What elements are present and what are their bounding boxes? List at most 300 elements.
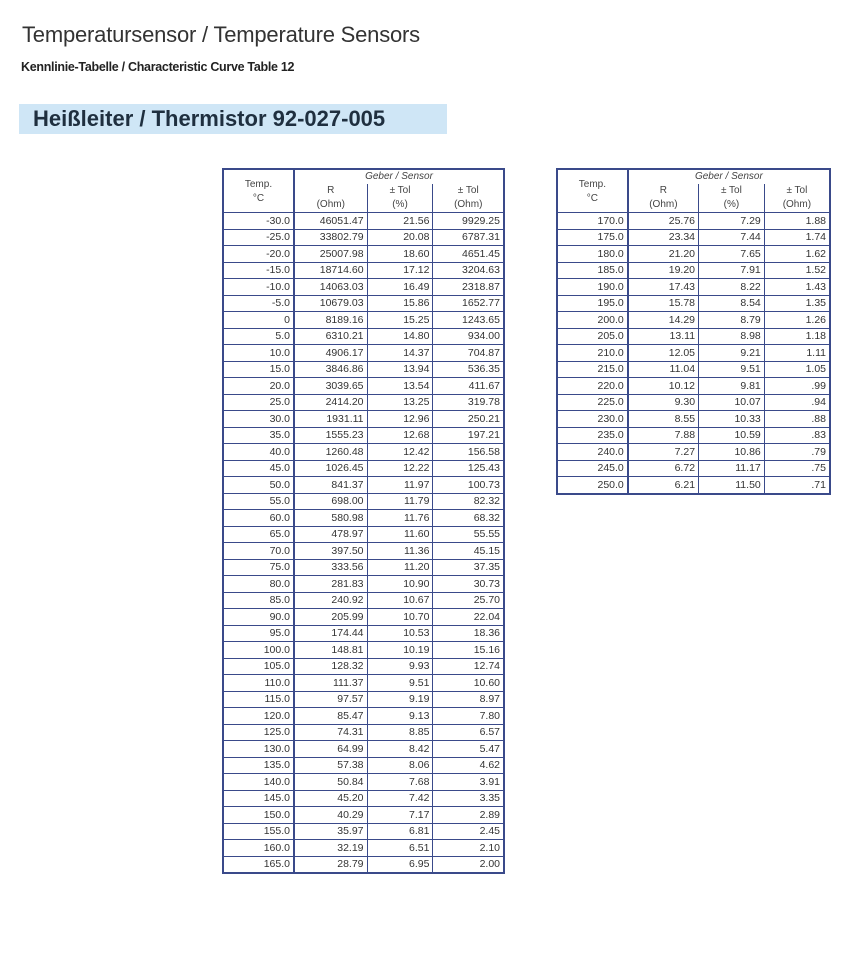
resistance-cell: 46051.47 <box>294 213 367 230</box>
resistance-cell: 397.50 <box>294 543 367 560</box>
tolerance-percent-cell: 11.50 <box>699 477 765 494</box>
tolerance-ohm-cell: .83 <box>764 427 830 444</box>
table-row <box>223 609 504 626</box>
tolerance-ohm-cell: 8.97 <box>433 691 504 708</box>
resistance-cell: 45.20 <box>294 790 367 807</box>
resistance-cell: 478.97 <box>294 526 367 543</box>
resistance-cell: 3846.86 <box>294 361 367 378</box>
table-row <box>223 460 504 477</box>
tolerance-ohm-cell: 934.00 <box>433 328 504 345</box>
page-title: Temperatursensor / Temperature Sensors <box>22 22 420 47</box>
tolerance-percent-cell: 6.81 <box>367 823 433 840</box>
table-row <box>223 856 504 873</box>
temp-cell: 190.0 <box>557 279 628 296</box>
temp-cell: -25.0 <box>223 229 294 246</box>
tolerance-percent-cell: 6.51 <box>367 840 433 857</box>
table-row <box>223 691 504 708</box>
temp-cell: 235.0 <box>557 427 628 444</box>
table-row <box>557 394 830 411</box>
tolerance-percent-cell: 11.20 <box>367 559 433 576</box>
tolerance-percent-cell: 7.29 <box>699 213 765 230</box>
tol-pct-header <box>699 184 765 213</box>
tolerance-ohm-cell: 3204.63 <box>433 262 504 279</box>
temp-cell: 250.0 <box>557 477 628 494</box>
temp-cell: 205.0 <box>557 328 628 345</box>
tolerance-ohm-cell: 1.05 <box>764 361 830 378</box>
tolerance-ohm-cell: 30.73 <box>433 576 504 593</box>
table-row <box>557 279 830 296</box>
resistance-cell: 85.47 <box>294 708 367 725</box>
resistance-cell: 8189.16 <box>294 312 367 329</box>
table-row <box>223 312 504 329</box>
tolerance-ohm-cell: 319.78 <box>433 394 504 411</box>
resistance-cell: 7.27 <box>628 444 699 461</box>
resistance-cell: 281.83 <box>294 576 367 593</box>
resistance-cell: 3039.65 <box>294 378 367 395</box>
tolerance-ohm-cell: .94 <box>764 394 830 411</box>
resistance-cell: 128.32 <box>294 658 367 675</box>
table-row <box>223 658 504 675</box>
table-row <box>223 675 504 692</box>
tolerance-ohm-cell: 2.00 <box>433 856 504 873</box>
temp-cell: 50.0 <box>223 477 294 494</box>
tolerance-percent-cell: 13.54 <box>367 378 433 395</box>
table-row <box>223 394 504 411</box>
table-row <box>557 246 830 263</box>
temp-cell: -10.0 <box>223 279 294 296</box>
tolerance-percent-cell: 10.90 <box>367 576 433 593</box>
tolerance-ohm-cell: 2.45 <box>433 823 504 840</box>
tolerance-percent-cell: 11.17 <box>699 460 765 477</box>
tolerance-percent-cell: 8.79 <box>699 312 765 329</box>
temp-cell: 40.0 <box>223 444 294 461</box>
tolerance-ohm-cell: .75 <box>764 460 830 477</box>
tol-pct-header-unit: (%) <box>723 199 740 210</box>
temp-cell: 95.0 <box>223 625 294 642</box>
table-row <box>223 592 504 609</box>
resistance-cell: 111.37 <box>294 675 367 692</box>
tolerance-percent-cell: 10.33 <box>699 411 765 428</box>
tolerance-percent-cell: 7.68 <box>367 774 433 791</box>
tol-pct-header <box>367 184 433 213</box>
tolerance-ohm-cell: 10.60 <box>433 675 504 692</box>
table-row <box>223 790 504 807</box>
table-row <box>223 576 504 593</box>
table-row <box>223 262 504 279</box>
tolerance-ohm-cell: 1.62 <box>764 246 830 263</box>
tol-ohm-header <box>764 184 830 213</box>
resistance-cell: 10.12 <box>628 378 699 395</box>
temp-cell: 35.0 <box>223 427 294 444</box>
tolerance-percent-cell: 20.08 <box>367 229 433 246</box>
table-row <box>223 345 504 362</box>
table-row <box>223 724 504 741</box>
tolerance-ohm-cell: 704.87 <box>433 345 504 362</box>
tolerance-percent-cell: 7.65 <box>699 246 765 263</box>
table-row <box>557 229 830 246</box>
temp-header-unit: °C <box>586 193 598 204</box>
tolerance-percent-cell: 10.07 <box>699 394 765 411</box>
table-row <box>557 427 830 444</box>
left-table-body <box>223 213 504 874</box>
resistance-cell: 15.78 <box>628 295 699 312</box>
table-row <box>557 345 830 362</box>
tolerance-percent-cell: 9.51 <box>367 675 433 692</box>
temp-cell: 85.0 <box>223 592 294 609</box>
temp-cell: 175.0 <box>557 229 628 246</box>
tol-pct-header-unit: (%) <box>392 199 408 210</box>
tolerance-percent-cell: 12.68 <box>367 427 433 444</box>
temp-cell: 65.0 <box>223 526 294 543</box>
sensor-group-header: Geber / Sensor <box>294 169 504 184</box>
tolerance-ohm-cell: 1.18 <box>764 328 830 345</box>
tolerance-percent-cell: 9.13 <box>367 708 433 725</box>
temp-cell: 45.0 <box>223 460 294 477</box>
tolerance-percent-cell: 10.86 <box>699 444 765 461</box>
tolerance-percent-cell: 9.81 <box>699 378 765 395</box>
temp-cell: -5.0 <box>223 295 294 312</box>
resistance-cell: 6.72 <box>628 460 699 477</box>
tolerance-ohm-cell: 6.57 <box>433 724 504 741</box>
tolerance-ohm-cell: 15.16 <box>433 642 504 659</box>
product-name: Heißleiter / Thermistor 92-027-005 <box>33 106 386 131</box>
temp-cell: 75.0 <box>223 559 294 576</box>
tolerance-percent-cell: 17.12 <box>367 262 433 279</box>
temp-cell: 100.0 <box>223 642 294 659</box>
r-header-unit: (Ohm) <box>316 199 345 210</box>
temp-cell: 230.0 <box>557 411 628 428</box>
tolerance-ohm-cell: 3.91 <box>433 774 504 791</box>
temp-cell: 55.0 <box>223 493 294 510</box>
temp-header-label: Temp. <box>578 179 606 190</box>
tolerance-ohm-cell: 250.21 <box>433 411 504 428</box>
tolerance-percent-cell: 6.95 <box>367 856 433 873</box>
tolerance-percent-cell: 8.98 <box>699 328 765 345</box>
resistance-cell: 12.05 <box>628 345 699 362</box>
resistance-cell: 174.44 <box>294 625 367 642</box>
temp-cell: 80.0 <box>223 576 294 593</box>
temp-cell: 10.0 <box>223 345 294 362</box>
table-row <box>557 312 830 329</box>
table-row <box>557 295 830 312</box>
table-row <box>223 741 504 758</box>
resistance-cell: 6310.21 <box>294 328 367 345</box>
table-row <box>223 213 504 230</box>
temp-cell: 15.0 <box>223 361 294 378</box>
table-row <box>557 477 830 494</box>
resistance-cell: 333.56 <box>294 559 367 576</box>
table-row <box>223 543 504 560</box>
temp-cell: 25.0 <box>223 394 294 411</box>
temp-cell: 185.0 <box>557 262 628 279</box>
table-row <box>557 213 830 230</box>
resistance-cell: 8.55 <box>628 411 699 428</box>
tolerance-percent-cell: 9.93 <box>367 658 433 675</box>
tolerance-ohm-cell: 9929.25 <box>433 213 504 230</box>
tolerance-ohm-cell: 25.70 <box>433 592 504 609</box>
tolerance-percent-cell: 18.60 <box>367 246 433 263</box>
table-row <box>223 510 504 527</box>
tolerance-ohm-cell: 6787.31 <box>433 229 504 246</box>
table-row <box>557 328 830 345</box>
resistance-cell: 4906.17 <box>294 345 367 362</box>
tolerance-ohm-cell: 156.58 <box>433 444 504 461</box>
resistance-cell: 25007.98 <box>294 246 367 263</box>
resistance-cell: 2414.20 <box>294 394 367 411</box>
temp-cell: 220.0 <box>557 378 628 395</box>
table-row <box>223 378 504 395</box>
temp-cell: -30.0 <box>223 213 294 230</box>
resistance-cell: 64.99 <box>294 741 367 758</box>
tolerance-ohm-cell: 22.04 <box>433 609 504 626</box>
tolerance-ohm-cell: 12.74 <box>433 658 504 675</box>
tolerance-percent-cell: 10.59 <box>699 427 765 444</box>
temp-cell: 225.0 <box>557 394 628 411</box>
r-header-label: R <box>327 185 335 196</box>
resistance-cell: 35.97 <box>294 823 367 840</box>
resistance-cell: 1026.45 <box>294 460 367 477</box>
tolerance-ohm-cell: 68.32 <box>433 510 504 527</box>
tolerance-percent-cell: 11.60 <box>367 526 433 543</box>
temp-cell: 0 <box>223 312 294 329</box>
temp-cell: 135.0 <box>223 757 294 774</box>
tolerance-percent-cell: 8.22 <box>699 279 765 296</box>
temp-header <box>557 169 628 213</box>
temp-cell: 140.0 <box>223 774 294 791</box>
tolerance-ohm-cell: 45.15 <box>433 543 504 560</box>
temp-cell: 165.0 <box>223 856 294 873</box>
tolerance-ohm-cell: .88 <box>764 411 830 428</box>
tolerance-percent-cell: 10.53 <box>367 625 433 642</box>
resistance-cell: 33802.79 <box>294 229 367 246</box>
product-banner <box>19 104 447 134</box>
tolerance-ohm-cell: 411.67 <box>433 378 504 395</box>
resistance-cell: 19.20 <box>628 262 699 279</box>
tolerance-percent-cell: 8.06 <box>367 757 433 774</box>
tolerance-ohm-cell: .99 <box>764 378 830 395</box>
temp-cell: 245.0 <box>557 460 628 477</box>
characteristic-table-right <box>556 168 831 495</box>
resistance-cell: 21.20 <box>628 246 699 263</box>
tolerance-percent-cell: 11.36 <box>367 543 433 560</box>
table-row <box>557 262 830 279</box>
temp-cell: 115.0 <box>223 691 294 708</box>
tolerance-ohm-cell: 1.11 <box>764 345 830 362</box>
tolerance-percent-cell: 7.91 <box>699 262 765 279</box>
tolerance-percent-cell: 14.37 <box>367 345 433 362</box>
tolerance-ohm-cell: .79 <box>764 444 830 461</box>
tol-ohm-header <box>433 184 504 213</box>
tolerance-ohm-cell: 37.35 <box>433 559 504 576</box>
resistance-cell: 57.38 <box>294 757 367 774</box>
resistance-cell: 10679.03 <box>294 295 367 312</box>
resistance-cell: 17.43 <box>628 279 699 296</box>
table-row <box>223 279 504 296</box>
table-row <box>223 361 504 378</box>
tolerance-percent-cell: 11.76 <box>367 510 433 527</box>
resistance-cell: 841.37 <box>294 477 367 494</box>
tol-pct-header-label: ± Tol <box>389 185 411 196</box>
tolerance-ohm-cell: 1.26 <box>764 312 830 329</box>
temp-cell: 110.0 <box>223 675 294 692</box>
tolerance-percent-cell: 15.25 <box>367 312 433 329</box>
temp-cell: 155.0 <box>223 823 294 840</box>
table-row <box>223 823 504 840</box>
tolerance-percent-cell: 15.86 <box>367 295 433 312</box>
table-row <box>223 427 504 444</box>
page-subtitle: Kennlinie-Tabelle / Characteristic Curve Table 12 <box>21 60 295 74</box>
tolerance-ohm-cell: 1.52 <box>764 262 830 279</box>
resistance-cell: 18714.60 <box>294 262 367 279</box>
table-row <box>223 526 504 543</box>
tolerance-percent-cell: 10.19 <box>367 642 433 659</box>
tolerance-percent-cell: 8.54 <box>699 295 765 312</box>
tolerance-percent-cell: 7.44 <box>699 229 765 246</box>
temp-cell: -20.0 <box>223 246 294 263</box>
tol-ohm-header-unit: (Ohm) <box>454 199 483 210</box>
temp-header-unit: °C <box>252 193 265 204</box>
table-row <box>223 708 504 725</box>
tolerance-ohm-cell: 1.35 <box>764 295 830 312</box>
tolerance-ohm-cell: 55.55 <box>433 526 504 543</box>
table-row <box>223 774 504 791</box>
tolerance-percent-cell: 11.97 <box>367 477 433 494</box>
temp-header <box>223 169 294 213</box>
tolerance-percent-cell: 7.17 <box>367 807 433 824</box>
temp-cell: 150.0 <box>223 807 294 824</box>
tolerance-ohm-cell: 536.35 <box>433 361 504 378</box>
temp-cell: 215.0 <box>557 361 628 378</box>
tolerance-percent-cell: 12.96 <box>367 411 433 428</box>
tolerance-ohm-cell: 1652.77 <box>433 295 504 312</box>
resistance-cell: 23.34 <box>628 229 699 246</box>
table-row <box>223 807 504 824</box>
tolerance-ohm-cell: 7.80 <box>433 708 504 725</box>
tolerance-percent-cell: 7.42 <box>367 790 433 807</box>
tolerance-percent-cell: 9.51 <box>699 361 765 378</box>
resistance-cell: 13.11 <box>628 328 699 345</box>
resistance-cell: 28.79 <box>294 856 367 873</box>
table-row <box>223 295 504 312</box>
resistance-cell: 580.98 <box>294 510 367 527</box>
tolerance-ohm-cell: 1.43 <box>764 279 830 296</box>
r-header <box>294 184 367 213</box>
table-row <box>557 411 830 428</box>
tolerance-ohm-cell: 2318.87 <box>433 279 504 296</box>
tolerance-percent-cell: 10.70 <box>367 609 433 626</box>
characteristic-table-left <box>222 168 505 874</box>
temp-header-label: Temp. <box>244 179 273 190</box>
resistance-cell: 6.21 <box>628 477 699 494</box>
table-row <box>557 460 830 477</box>
tol-ohm-header-unit: (Ohm) <box>782 199 812 210</box>
temp-cell: 170.0 <box>557 213 628 230</box>
temp-cell: 180.0 <box>557 246 628 263</box>
resistance-cell: 698.00 <box>294 493 367 510</box>
table-row <box>223 493 504 510</box>
tolerance-percent-cell: 9.21 <box>699 345 765 362</box>
r-header <box>628 184 699 213</box>
tolerance-ohm-cell: 18.36 <box>433 625 504 642</box>
tolerance-percent-cell: 13.25 <box>367 394 433 411</box>
tolerance-percent-cell: 13.94 <box>367 361 433 378</box>
temp-cell: 5.0 <box>223 328 294 345</box>
resistance-cell: 1931.11 <box>294 411 367 428</box>
table-row <box>223 246 504 263</box>
tolerance-ohm-cell: 1.88 <box>764 213 830 230</box>
tolerance-percent-cell: 8.42 <box>367 741 433 758</box>
resistance-cell: 74.31 <box>294 724 367 741</box>
temp-cell: 70.0 <box>223 543 294 560</box>
resistance-cell: 9.30 <box>628 394 699 411</box>
temp-cell: 125.0 <box>223 724 294 741</box>
table-row <box>223 840 504 857</box>
table-row <box>223 328 504 345</box>
tolerance-percent-cell: 21.56 <box>367 213 433 230</box>
temp-cell: 120.0 <box>223 708 294 725</box>
tolerance-ohm-cell: 2.10 <box>433 840 504 857</box>
resistance-cell: 32.19 <box>294 840 367 857</box>
tol-pct-header-label: ± Tol <box>720 185 742 196</box>
resistance-cell: 1260.48 <box>294 444 367 461</box>
resistance-cell: 40.29 <box>294 807 367 824</box>
table-row <box>223 444 504 461</box>
resistance-cell: 205.99 <box>294 609 367 626</box>
tolerance-percent-cell: 12.42 <box>367 444 433 461</box>
tolerance-percent-cell: 10.67 <box>367 592 433 609</box>
tolerance-percent-cell: 11.79 <box>367 493 433 510</box>
temp-cell: -15.0 <box>223 262 294 279</box>
temp-cell: 160.0 <box>223 840 294 857</box>
tolerance-ohm-cell: 3.35 <box>433 790 504 807</box>
table-row <box>557 361 830 378</box>
resistance-cell: 14.29 <box>628 312 699 329</box>
resistance-cell: 14063.03 <box>294 279 367 296</box>
table-row <box>557 444 830 461</box>
right-table-body <box>557 213 830 494</box>
temp-cell: 200.0 <box>557 312 628 329</box>
temp-cell: 195.0 <box>557 295 628 312</box>
tolerance-ohm-cell: 1243.65 <box>433 312 504 329</box>
tolerance-ohm-cell: 4.62 <box>433 757 504 774</box>
temp-cell: 30.0 <box>223 411 294 428</box>
tolerance-ohm-cell: 100.73 <box>433 477 504 494</box>
table-row <box>223 477 504 494</box>
tolerance-ohm-cell: 5.47 <box>433 741 504 758</box>
tolerance-percent-cell: 8.85 <box>367 724 433 741</box>
temp-cell: 90.0 <box>223 609 294 626</box>
temp-cell: 210.0 <box>557 345 628 362</box>
tolerance-ohm-cell: 1.74 <box>764 229 830 246</box>
r-header-label: R <box>659 185 668 196</box>
resistance-cell: 1555.23 <box>294 427 367 444</box>
tolerance-percent-cell: 9.19 <box>367 691 433 708</box>
tolerance-ohm-cell: 4651.45 <box>433 246 504 263</box>
temp-cell: 105.0 <box>223 658 294 675</box>
table-row <box>557 378 830 395</box>
tolerance-ohm-cell: 197.21 <box>433 427 504 444</box>
tolerance-ohm-cell: .71 <box>764 477 830 494</box>
temp-cell: 240.0 <box>557 444 628 461</box>
tolerance-percent-cell: 12.22 <box>367 460 433 477</box>
tol-ohm-header-label: ± Tol <box>457 185 479 196</box>
sensor-group-header: Geber / Sensor <box>628 169 830 184</box>
table-row <box>223 559 504 576</box>
temp-cell: 130.0 <box>223 741 294 758</box>
tol-ohm-header-label: ± Tol <box>786 185 808 196</box>
table-row <box>223 411 504 428</box>
temp-cell: 20.0 <box>223 378 294 395</box>
